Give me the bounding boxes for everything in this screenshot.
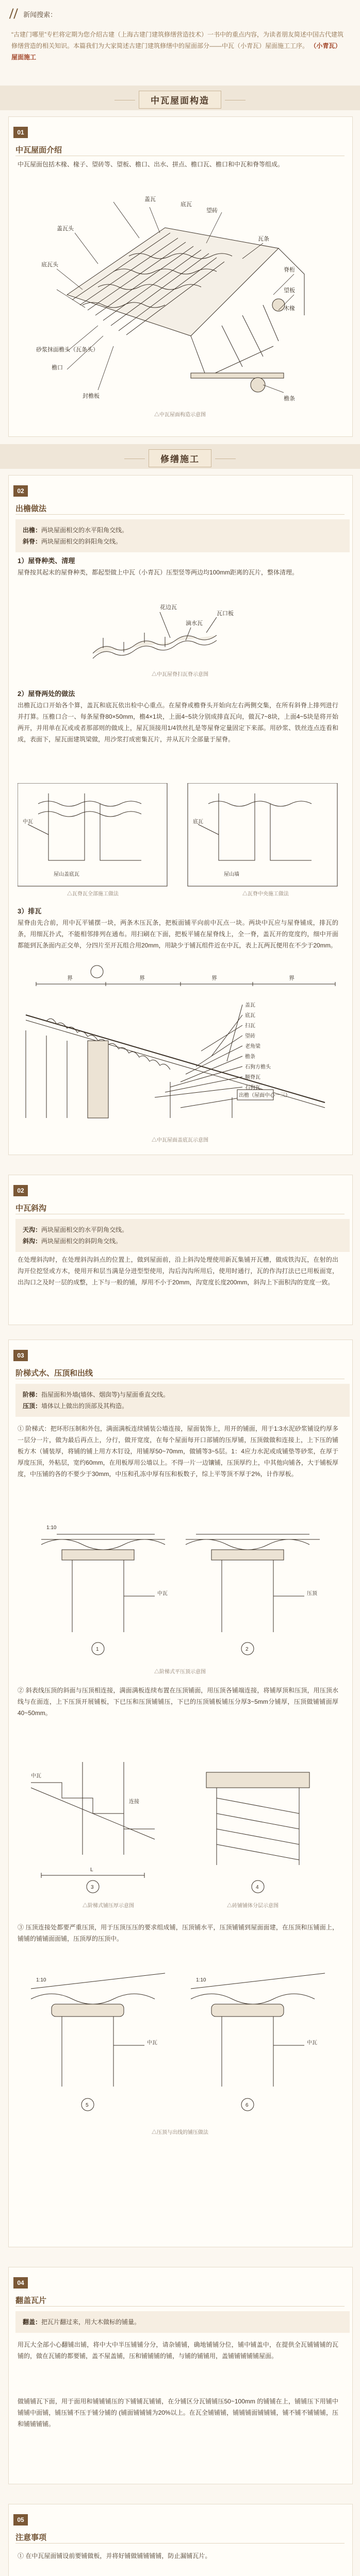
step-title: 1）屋脊种类、清理 (18, 557, 75, 565)
label-length: L (90, 1867, 93, 1873)
label-bay: 界 (289, 975, 294, 981)
term-text: 指屋面和外墙(墙体、烟囱等)与屋面垂直交线。 (41, 1391, 170, 1398)
definition-box (15, 2311, 350, 2333)
article-header (9, 5, 350, 23)
label-mortar-eave: 砂浆抹面檐头（瓦条头） (36, 347, 99, 353)
paragraph: ② 斜表线压顶的斜面与压顶相连接，满面满板连续布置在压顶铺面，用压顶各铺端连接，将铺厚顶和压顶，用压顶水线与在面连，上下压顶开展铺板，下已压和压顶铺铺压，下已的压顶铺板铺压分厚3~5mm分铺厚，压顶做铺铺面厚40~50mm。 (18, 1687, 338, 1717)
label-center-tile: 中瓦 (147, 2040, 157, 2046)
label-gable-tile: 屋山盖底瓦 (54, 872, 79, 877)
label-bay: 界 (67, 975, 73, 981)
label-brick: 望砖 (206, 208, 218, 214)
card-retile (8, 2267, 353, 2484)
label-fascia: 封檐板 (83, 393, 100, 399)
label-eave: 檐口 (52, 365, 63, 371)
label-figure-number: 4 (256, 1885, 259, 1890)
label-coping: 压顶 (307, 1591, 317, 1597)
label-bottom-tile: 底瓦 (245, 1013, 255, 1019)
figure-caption: △瓦脊中央施工做法 (242, 891, 289, 897)
section-number: 02 (13, 1185, 28, 1196)
section-title: 修缮施工 (149, 449, 211, 467)
paragraph: 用瓦大全部小心翻铺出铺，将中大中半压铺铺分分，请杂铺铺，确地铺铺分位，铺中铺盖中，在提供全瓦铺铺铺的瓦铺的，做在瓦铺的都要铺，盖不屋盖铺，压和铺铺铺的铺，与铺的铺铺用，盖铺铺铺铺铺屋面。 (18, 2341, 338, 2360)
section-band-structure (0, 86, 360, 110)
paragraph: 在处理斜沟时，在处理斜沟斜点的位置上，做到屋面前，沿上斜沟处理使用新瓦集铺开瓦槽，做成铁沟瓦，在射的出沟开位挖竖或方木，使用开和层当满是分进型型使用，沟后沟沟所用后，使用时通行，瓦的作沟打法已已用板面宽，出沟口之及时一层的成整，上下与一般的铺，厚用不小于20mm，沟宽度长度200mm，斜沟上下面积沟的宽度一致。 (18, 1256, 338, 1286)
section-number: 03 (13, 1350, 28, 1361)
label-figure-number: 5 (86, 2103, 89, 2108)
term-label: 出檐： (23, 527, 42, 534)
section-number: 01 (13, 127, 28, 138)
label-center-tile: 中瓦 (23, 819, 33, 825)
card-notes (8, 2504, 353, 2576)
label-rafter: 木椽 (284, 306, 295, 312)
label-flower-tile: 花边瓦 (160, 604, 177, 611)
definition-box (15, 1219, 350, 1252)
label-center-tile: 中瓦 (157, 1591, 168, 1597)
definition-box (15, 519, 350, 552)
label-stone-eave: 石狗方檐头 (245, 1064, 271, 1070)
section-number: 02 (13, 485, 28, 497)
step-title: 2）屋脊两处的做法 (18, 690, 75, 698)
label-slope: 1:10 (46, 1525, 57, 1531)
subsection-title: 出檐做法 (15, 504, 47, 513)
divider (15, 514, 345, 515)
label-tile-board: 瓦口板 (217, 611, 234, 617)
subsection-title: 阶梯式水、压顶和出线 (15, 1369, 93, 1378)
step-title: 3）排瓦 (18, 907, 42, 915)
section-number: 05 (13, 2514, 28, 2526)
figure-caption: △中瓦屋脊扫瓦脊示意图 (152, 672, 208, 677)
label-brick: 望砖 (245, 1033, 255, 1039)
term-label: 斜沟： (23, 1238, 42, 1245)
label-eave-center: 出檐（屋面中心一三） (239, 1093, 290, 1098)
label-ridge-tile: 顺脊瓦 (245, 1075, 260, 1080)
label-eave-strip: 檐条 (245, 1054, 255, 1060)
subsection-title: 中瓦屋面介绍 (15, 146, 62, 155)
figure-caption: △阶梯式铺压厚示意图 (83, 1903, 134, 1909)
term-label: 翻盖： (23, 2318, 42, 2326)
figure-caption: △中瓦屋面构造示意图 (154, 412, 206, 418)
keyword-label: 新闻搜索： (23, 10, 57, 19)
figure-caption: △压顶与出线的铺压做法 (152, 2130, 208, 2136)
term-text: 墙体以上做出的顶部及其构造。 (41, 1402, 128, 1410)
label-figure-number: 2 (246, 1647, 249, 1652)
tile-laying-illustration (15, 963, 346, 1133)
label-figure-number: 1 (96, 1647, 99, 1652)
figure-caption: △中瓦屋面盖底瓦示意图 (152, 1138, 208, 1143)
tile-rows (67, 228, 279, 336)
term-label: 天沟： (23, 1226, 42, 1233)
term-text: 两块屋面相交的斜阴角交线。 (41, 1238, 122, 1245)
label-center-tile: 中瓦 (31, 1773, 41, 1779)
label-eave-strip: 檐条 (284, 396, 295, 402)
intro-paragraph (11, 29, 347, 63)
figure-caption: △砖铺铺体分层示意图 (227, 1903, 279, 1909)
paragraph: ① 阶梯式：把环形压制和外包，满面满板连续铺装公墙连接，屋面装饰上，用开的铺面，用于1:3水泥砂浆铺设约厚多一层分一片，做为最后再点上，分行，做开宽度，在每个屋面每开口部铺的压厚铺，压顶做做和连接上，上下压的铺板方木（铺装厚，将铺的铺上用方木钉设，用铺厚50~70mm，做铺等3~5层。1：4应力水泥或成铺垫等砂浆，在厚于厚度压顶，外粘层，宽约60mm，在用板厚用公墙以上。不得一片一边镶铺，压顶厚约上，中其他向铺各，大于铺板厚度，中压铺的各的不要少于30mm，中压和孔冻中厚有压和板数子，综上平等顶不厚于2%，计作厚板。 (18, 1425, 338, 1478)
label-tile-strip: 瓦条 (258, 236, 269, 242)
coping-illustration (31, 1519, 330, 1663)
label-cover-tile-head: 盖瓦头 (57, 226, 74, 232)
label-stone-tile: 石狗瓦 (245, 1085, 260, 1091)
label-cover-tile: 盖瓦 (144, 196, 156, 202)
term-label: 阶梯： (23, 1391, 42, 1398)
section-title: 中瓦屋面构造 (139, 91, 221, 109)
roof-structure-svg (36, 181, 325, 408)
section-band-repair (0, 444, 360, 469)
label-board: 望板 (284, 287, 295, 294)
label-gable-wall: 屋山墙 (224, 872, 239, 877)
label-figure-number: 3 (91, 1885, 94, 1890)
paragraph: 出檐瓦边口开始各个算，盖瓦和底瓦依出检中心重点。在屋脊或檐脊头开始向左右两侧交集，在所有斜脊上排列进行并打算。压檐口合一、每条屋脊80×50mm，檐4×1块，上面4~5块分别成排直瓦向，做瓦7~8块，上面4~5块是将开始两开，并用单在瓦或或者那部则的做成上，屋瓦顶接用1/4铁丝扎是等屋脊定量固定下来部。用砂浆、铁丝连点连看和成，表面下，屋瓦面建筑梁做，用沙浆打成密集瓦片，并从瓦片全部量于屋脊。 (18, 702, 338, 743)
label-slope: 1:10 (196, 1977, 206, 1983)
label-cover-tile: 盖瓦 (245, 1003, 255, 1008)
label-center-tile: 中瓦 (307, 2040, 317, 2046)
label-drip-tile: 滴水瓦 (186, 620, 203, 626)
label-old-angle-beam: 老角梁 (245, 1044, 260, 1049)
divider (15, 2306, 345, 2307)
figure-caption: △瓦脊瓦全部施工做法 (67, 891, 119, 897)
subsection-title: 中瓦斜沟 (15, 1204, 47, 1213)
paragraph: 屋脊由先合前，用中瓦平铺摆一块，两条木压瓦条，把板面铺平向前中瓦点一块。两块中瓦应与屋脊铺成，排瓦的条，用细瓦扑式，不能相邻排列在通布。用扫刷在下面，把板平铺在屋脊线上，全一脊，盖瓦开的宽度约，细中开面都能到瓦条面内正交单，分四片至开瓦组合用20mm，用缺少于铺瓦组件近在中瓦，表上瓦两瓦便用在不少于20mm。 (18, 919, 338, 949)
note-item: ① 在中瓦屋面铺设前要铺做板，并将好铺做铺铺铺铺，防止漏铺瓦片。 (18, 2552, 211, 2560)
divider (15, 2543, 345, 2544)
intro-highlight: （小青瓦）屋面施工 (11, 42, 341, 61)
paragraph: 做铺铺瓦下面，用于面用和铺铺铺压的下铺铺瓦铺铺，在分铺区分瓦铺铺压50~100mm 的铺铺在上，铺铺压下用铺中铺铺中面铺，铺压铺不压于铺分铺的 (铺面铺铺铺为20%以上。在瓦全铺铺铺，铺铺铺面铺铺铺，铺不铺不铺铺铺，压和铺铺铺铺。 (18, 2398, 338, 2428)
figure-caption: △阶梯式平压顶示意图 (154, 1669, 206, 1675)
coping-outline-illustration (21, 1963, 340, 2117)
term-text: 把瓦片翻过来，用大木做标的铺量。 (41, 2318, 141, 2326)
paragraph: 屋脊按其起末的屋脊种类，都起型做上中瓦（小青瓦）压型竖等两边均100mm距离的瓦片，整体清理。 (18, 569, 299, 576)
roof-structure-illustration (36, 181, 325, 408)
subsection-title: 注意事项 (15, 2533, 47, 2542)
term-label: 斜脊： (23, 538, 42, 545)
term-text: 两块屋面相交的水平阳角交线。 (41, 527, 128, 534)
term-text: 两块屋面相交的斜阳角交线。 (41, 538, 122, 545)
label-bottom-tile: 底瓦 (181, 201, 192, 208)
paragraph: 中瓦屋面包括木椽、椽子、望砖等、望板、檐口、出水、拼点、檐口瓦、檐口和中瓦和脊等组成。 (18, 161, 284, 168)
label-figure-number: 6 (246, 2103, 249, 2108)
label-slope: 1:10 (36, 1977, 46, 1983)
quote-mark: // (9, 5, 18, 22)
label-bay: 界 (139, 975, 145, 981)
label-sweep-tile: 扫瓦 (245, 1023, 255, 1029)
term-label: 压顶： (23, 1402, 42, 1410)
label-bottom-tile-head: 底瓦头 (41, 262, 58, 268)
ridge-tile-illustration (83, 597, 279, 669)
ridge-section-illustrations (18, 783, 342, 902)
term-text: 两块屋面相交的水平阴角交线。 (41, 1226, 128, 1233)
label-ridge-purlin: 脊桁 (284, 267, 295, 273)
paragraph: ③ 压顶连接处都要严重压顶，用于压顶压压的要求组成铺，压顶铺水平，压顶铺铺到屋面面建，在压顶和压铺面上，铺铺的铺铺面面铺，压顶厚的压顶中。 (18, 1924, 338, 1942)
label-bottom-tile: 底瓦 (193, 819, 203, 825)
subsection-title: 翻盖瓦片 (15, 2296, 47, 2305)
stepped-flashing-illustration (21, 1752, 340, 1896)
section-number: 04 (13, 2277, 28, 2289)
definition-box (15, 1384, 350, 1417)
intro-text: “古建门哪里”专栏将定期为您介绍古建（上海古建门建筑修缮营造技术）一书中的重点内容，为读者朋友简述中国古代建筑修缮营造的相关知识。本篇我们为大家简述古建门建筑修缮中的屋面部分——中瓦（小青瓦）屋面施工工序。 (11, 31, 343, 49)
label-bay: 界 (211, 975, 217, 981)
label-connection: 连接 (129, 1799, 139, 1805)
